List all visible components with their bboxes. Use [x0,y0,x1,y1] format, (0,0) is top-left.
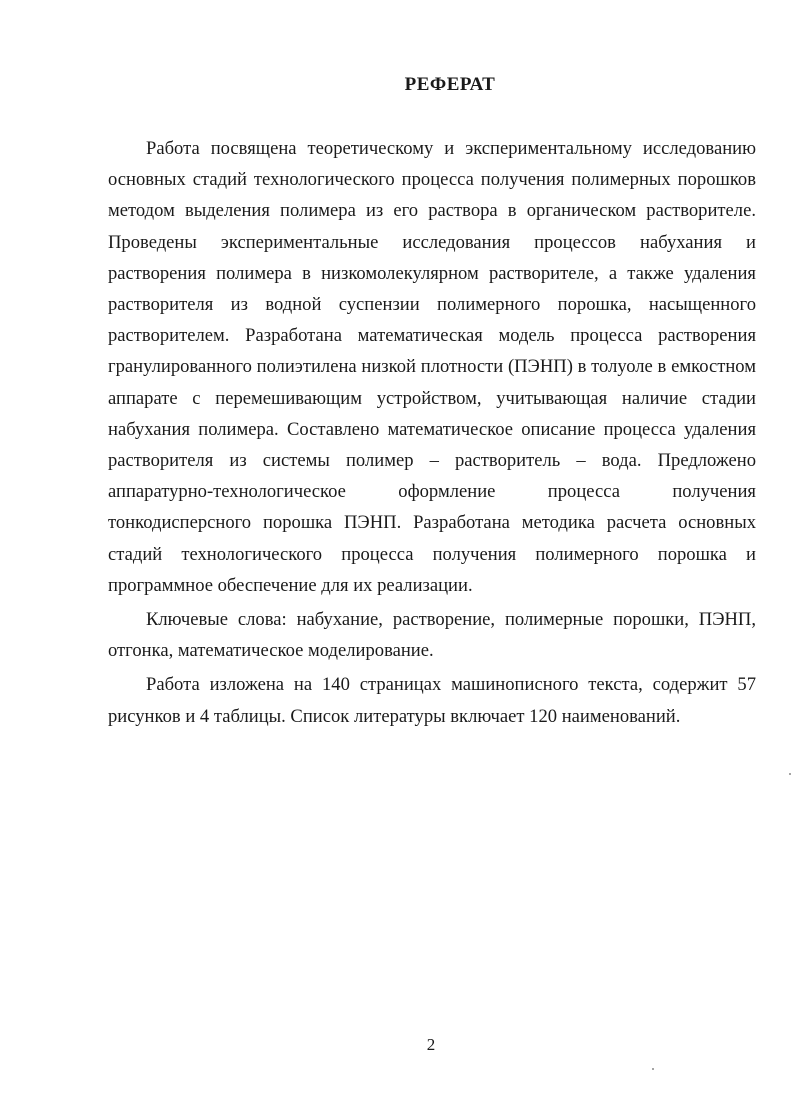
page-number: 2 [426,1035,436,1054]
scan-speck [789,773,791,775]
abstract-body [108,133,756,732]
keywords-paragraph: Ключевые слова: набухание, растворение, полимерные порошки, ПЭНП, отгонка, математическое моделирование. [108,609,756,662]
volume-paragraph: Работа изложена на 140 страницах машинописного текста, содержит 57 рисунков и 4 таблицы. Список литературы включает 120 наименований. [108,674,756,727]
scan-speck [652,1068,654,1070]
document-title: РЕФЕРАТ [404,74,496,95]
abstract-paragraph: Работа посвящена теоретическому и экспериментальному исследованию основных стадий технологического процесса получения полимерных порошков методом выделения полимера из его раствора в органическом растворителе. Проведены экспериментальные исследования процессов набухания и растворения полимера в низкомолекулярном растворителе, а также удаления растворителя из водной суспензии полимерного порошка, насыщенного растворителем. Разработана математическая модель процесса растворения гранулированного полиэтилена низкой плотности (ПЭНП) в толуоле в емкостном аппарате с перемешивающим устройством, учитывающая наличие стадии набухания полимера. Составлено математическое описание процесса удаления растворителя из системы полимер – растворитель – вода. Предложено аппаратурно-технологическое оформление процесса получения тонкодисперсного порошка ПЭНП. Разработана методика расчета основных стадий технологического процесса получения полимерного порошка и программное обеспечение для их реализации. [108,138,756,596]
